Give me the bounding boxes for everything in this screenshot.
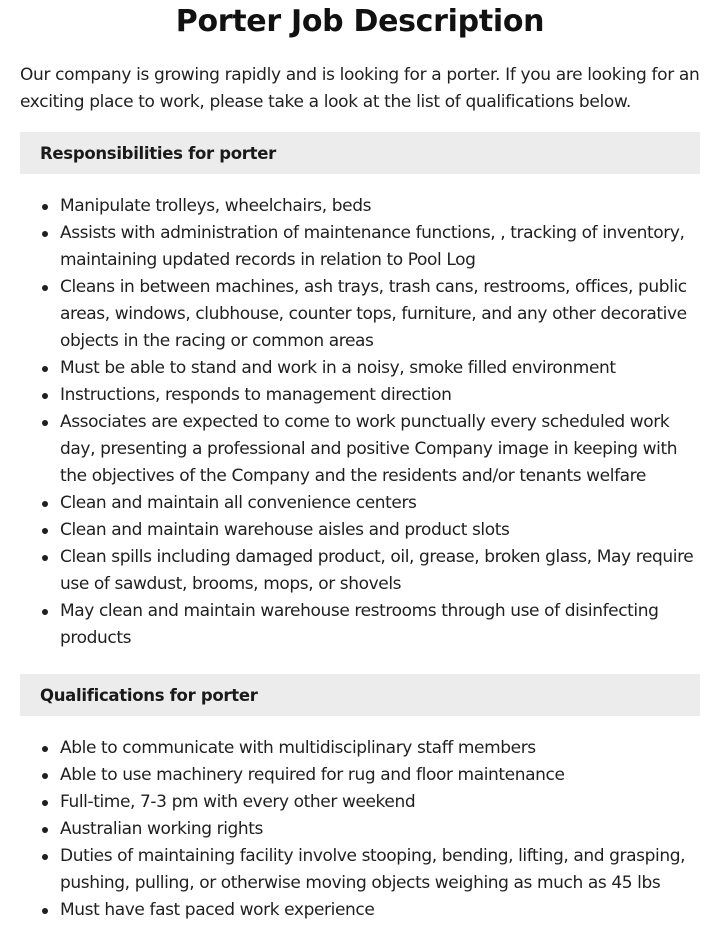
list-item: Full-time, 7-3 pm with every other weekend xyxy=(60,789,700,816)
list-item: Assists with administration of maintenance functions, , tracking of inventory, maintaining updated records in relation to Pool Log xyxy=(60,220,700,274)
list-item: Must have fast paced work experience xyxy=(60,897,700,924)
list-item: Cleans in between machines, ash trays, trash cans, restrooms, offices, public areas, windows, clubhouse, counter tops, furniture, and any other decorative objects in the racing or common areas xyxy=(60,274,700,355)
qualifications-heading: Qualifications for porter xyxy=(20,674,700,716)
list-item: Must be able to stand and work in a noisy, smoke filled environment xyxy=(60,355,700,382)
list-item: Australian working rights xyxy=(60,816,700,843)
qualifications-list xyxy=(20,735,700,924)
list-item: May clean and maintain warehouse restrooms through use of disinfecting products xyxy=(60,598,700,652)
list-item: Able to use machinery required for rug and floor maintenance xyxy=(60,762,700,789)
intro-paragraph: Our company is growing rapidly and is looking for a porter. If you are looking for an exciting place to work, please take a look at the list of qualifications below. xyxy=(20,65,700,112)
responsibilities-list xyxy=(20,193,700,652)
list-item: Clean spills including damaged product, oil, grease, broken glass, May require use of sawdust, brooms, mops, or shovels xyxy=(60,544,700,598)
responsibilities-heading: Responsibilities for porter xyxy=(20,132,700,174)
list-item: Instructions, responds to management direction xyxy=(60,382,700,409)
list-item: Duties of maintaining facility involve stooping, bending, lifting, and grasping, pushing, pulling, or otherwise moving objects weighing as much as 45 lbs xyxy=(60,843,700,897)
page-title: Porter Job Description xyxy=(175,4,545,39)
list-item: Associates are expected to come to work punctually every scheduled work day, presenting a professional and positive Company image in keeping with the objectives of the Company and the residents and/or tenants welfare xyxy=(60,409,700,490)
list-item: Clean and maintain all convenience centers xyxy=(60,490,700,517)
list-item: Clean and maintain warehouse aisles and product slots xyxy=(60,517,700,544)
list-item: Able to communicate with multidisciplinary staff members xyxy=(60,735,700,762)
list-item: Manipulate trolleys, wheelchairs, beds xyxy=(60,193,700,220)
